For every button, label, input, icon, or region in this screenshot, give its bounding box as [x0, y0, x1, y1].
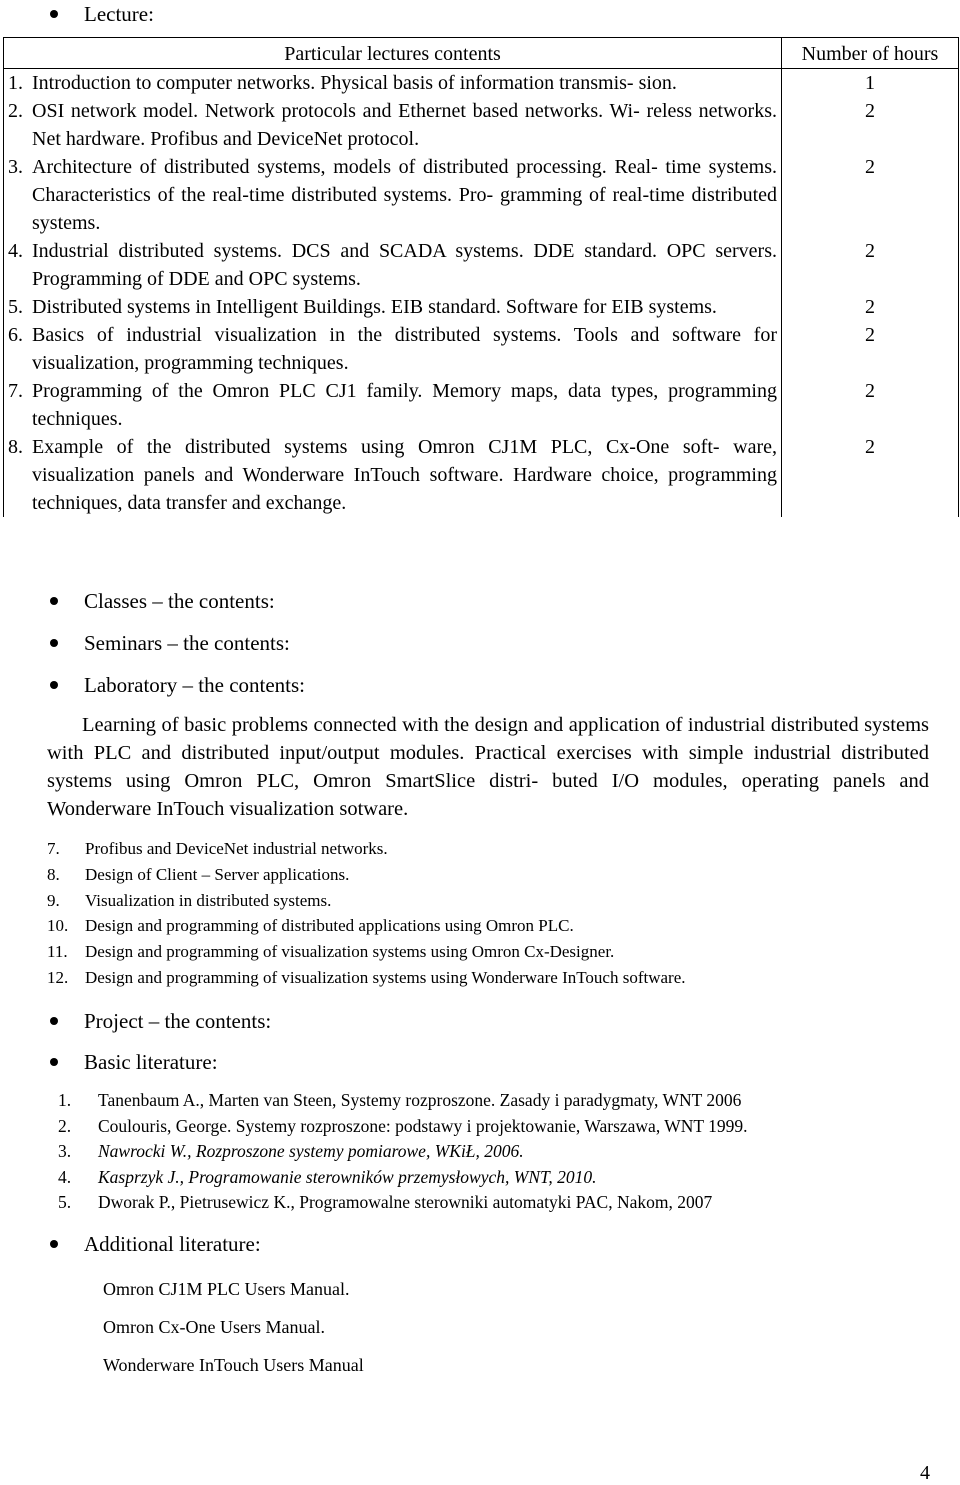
bullet-icon — [50, 681, 58, 689]
lecture-hours: 2 — [782, 97, 959, 153]
list-item: Omron CJ1M PLC Users Manual. — [103, 1279, 350, 1299]
lecture-text: Architecture of distributed systems, models of distributed processing. Real- time systems. Characteristics of the real-time distributed systems. Pro- gramming of real-time distributed systems. — [32, 156, 777, 234]
lecture-text: Industrial distributed systems. DCS and SCADA systems. DDE standard. OPC servers. Programming of DDE and OPC systems. — [32, 240, 777, 290]
page-number: 4 — [920, 1462, 930, 1484]
lecture-hours: 1 — [782, 69, 959, 98]
lectures-table — [3, 37, 959, 517]
lecture-hours: 2 — [782, 293, 959, 321]
lecture-number: 4. — [8, 240, 23, 262]
lecture-number: 8. — [8, 436, 23, 458]
additional-literature-list — [103, 1270, 364, 1384]
lecture-number: 3. — [8, 156, 23, 178]
lecture-number: 6. — [8, 324, 23, 346]
list-item: Omron Cx-One Users Manual. — [103, 1317, 325, 1337]
lecture-text: Introduction to computer networks. Physical basis of information transmis- sion. — [32, 72, 677, 94]
header-hours: Number of hours — [782, 38, 959, 69]
table-row — [4, 321, 959, 377]
lecture-number: 2. — [8, 100, 23, 122]
bullet-icon — [50, 639, 58, 647]
bullet-icon — [50, 1240, 58, 1248]
table-row — [4, 433, 959, 517]
header-contents: Particular lectures contents — [4, 38, 782, 69]
table-header-row — [4, 38, 959, 69]
table-row — [4, 293, 959, 321]
lecture-text: Programming of the Omron PLC CJ1 family. Memory maps, data types, programming techniques. — [32, 380, 777, 430]
table-row — [4, 237, 959, 293]
lecture-text: Basics of industrial visualization in the distributed systems. Tools and software for visualization, programming techniques. — [32, 324, 777, 374]
bullet-icon — [50, 10, 58, 18]
lecture-hours: 2 — [782, 321, 959, 377]
lecture-number: 7. — [8, 380, 23, 402]
lecture-number: 1. — [8, 72, 23, 94]
list-item: Wonderware InTouch Users Manual — [103, 1355, 364, 1375]
lecture-hours: 2 — [782, 377, 959, 433]
table-row — [4, 97, 959, 153]
lecture-hours: 2 — [782, 153, 959, 237]
table-row — [4, 153, 959, 237]
lecture-text: Example of the distributed systems using Omron CJ1M PLC, Cx-One soft- ware, visualization panels and Wonderware InTouch software. Hardware choice, programming techniques, data transfer and exchange. — [32, 436, 777, 514]
bullet-icon — [50, 597, 58, 605]
table-row — [4, 377, 959, 433]
lecture-hours: 2 — [782, 433, 959, 517]
lecture-number: 5. — [8, 296, 23, 318]
table-row — [4, 69, 959, 98]
bullet-icon — [50, 1058, 58, 1066]
lecture-text: OSI network model. Network protocols and Ethernet based networks. Wi- reless networks. Net hardware. Profibus and DeviceNet protocol. — [32, 100, 777, 150]
lecture-hours: 2 — [782, 237, 959, 293]
lecture-text: Distributed systems in Intelligent Buildings. EIB standard. Software for EIB systems. — [32, 296, 717, 318]
laboratory-paragraph: Learning of basic problems connected with the design and application of industrial distributed systems with PLC and distributed input/output modules. Practical exercises with simple industrial distributed systems using Omron PLC, Omron SmartSlice distri- buted I/O modules, operating panels and Wonderware InTouch visualization sotware. — [47, 714, 929, 820]
bullet-icon — [50, 1017, 58, 1025]
